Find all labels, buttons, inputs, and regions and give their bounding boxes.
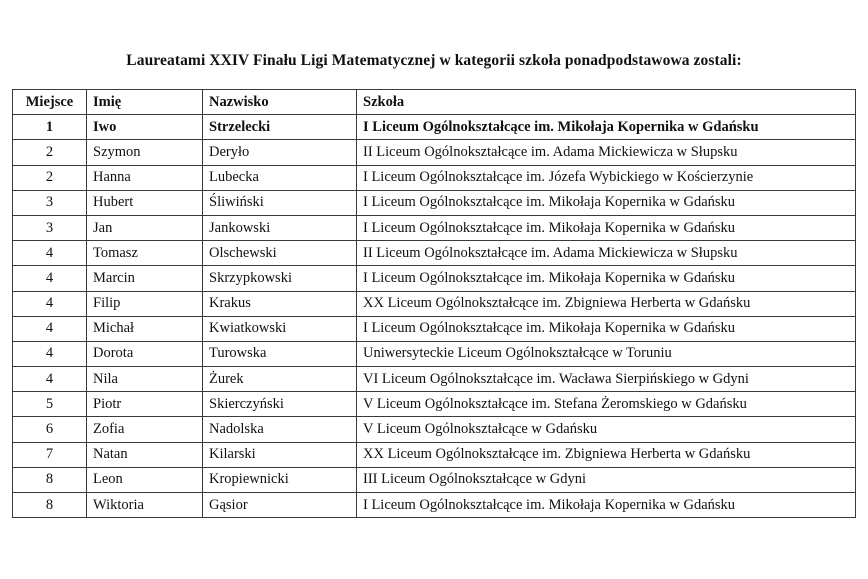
table-row (13, 367, 856, 392)
last-name-cell: Jankowski (203, 215, 357, 240)
first-name-cell: Filip (87, 291, 203, 316)
place-cell: 3 (13, 190, 87, 215)
last-name-cell: Żurek (203, 367, 357, 392)
place-cell: 4 (13, 291, 87, 316)
last-name-cell: Skierczyński (203, 392, 357, 417)
place-cell: 4 (13, 241, 87, 266)
header-place: Miejsce (13, 90, 87, 115)
first-name-cell: Jan (87, 215, 203, 240)
place-cell: 8 (13, 493, 87, 518)
table-row (13, 266, 856, 291)
header-first-name: Imię (87, 90, 203, 115)
first-name-cell: Iwo (87, 115, 203, 140)
laureates-table (12, 89, 856, 518)
first-name-cell: Leon (87, 467, 203, 492)
table-row (13, 442, 856, 467)
school-cell: V Liceum Ogólnokształcące w Gdańsku (357, 417, 856, 442)
school-cell: II Liceum Ogólnokształcące im. Adama Mickiewicza w Słupsku (357, 140, 856, 165)
table-row (13, 215, 856, 240)
header-last-name: Nazwisko (203, 90, 357, 115)
first-name-cell: Hanna (87, 165, 203, 190)
school-cell: I Liceum Ogólnokształcące im. Mikołaja Kopernika w Gdańsku (357, 493, 856, 518)
last-name-cell: Olschewski (203, 241, 357, 266)
table-row (13, 341, 856, 366)
last-name-cell: Kilarski (203, 442, 357, 467)
header-school: Szkoła (357, 90, 856, 115)
last-name-cell: Lubecka (203, 165, 357, 190)
last-name-cell: Gąsior (203, 493, 357, 518)
place-cell: 4 (13, 316, 87, 341)
last-name-cell: Kropiewnicki (203, 467, 357, 492)
first-name-cell: Marcin (87, 266, 203, 291)
place-cell: 5 (13, 392, 87, 417)
school-cell: VI Liceum Ogólnokształcące im. Wacława Sierpińskiego w Gdyni (357, 367, 856, 392)
table-row (13, 316, 856, 341)
school-cell: I Liceum Ogólnokształcące im. Mikołaja Kopernika w Gdańsku (357, 215, 856, 240)
last-name-cell: Strzelecki (203, 115, 357, 140)
place-cell: 2 (13, 165, 87, 190)
page-title: Laureatami XXIV Finału Ligi Matematycznej w kategorii szkoła ponadpodstawowa zostali: (126, 52, 742, 69)
school-cell: III Liceum Ogólnokształcące w Gdyni (357, 467, 856, 492)
first-name-cell: Hubert (87, 190, 203, 215)
school-cell: I Liceum Ogólnokształcące im. Mikołaja Kopernika w Gdańsku (357, 266, 856, 291)
place-cell: 2 (13, 140, 87, 165)
school-cell: V Liceum Ogólnokształcące im. Stefana Żeromskiego w Gdańsku (357, 392, 856, 417)
table-row (13, 467, 856, 492)
last-name-cell: Deryło (203, 140, 357, 165)
table-row (13, 165, 856, 190)
first-name-cell: Nila (87, 367, 203, 392)
place-cell: 4 (13, 266, 87, 291)
table-row (13, 115, 856, 140)
place-cell: 7 (13, 442, 87, 467)
first-name-cell: Tomasz (87, 241, 203, 266)
school-cell: XX Liceum Ogólnokształcące im. Zbigniewa Herberta w Gdańsku (357, 442, 856, 467)
school-cell: I Liceum Ogólnokształcące im. Mikołaja Kopernika w Gdańsku (357, 115, 856, 140)
last-name-cell: Turowska (203, 341, 357, 366)
first-name-cell: Michał (87, 316, 203, 341)
table-row (13, 392, 856, 417)
school-cell: I Liceum Ogólnokształcące im. Józefa Wybickiego w Kościerzynie (357, 165, 856, 190)
place-cell: 3 (13, 215, 87, 240)
place-cell: 8 (13, 467, 87, 492)
place-cell: 4 (13, 367, 87, 392)
last-name-cell: Kwiatkowski (203, 316, 357, 341)
last-name-cell: Śliwiński (203, 190, 357, 215)
table-row (13, 190, 856, 215)
school-cell: Uniwersyteckie Liceum Ogólnokształcące w Toruniu (357, 341, 856, 366)
table-row (13, 291, 856, 316)
table-row (13, 417, 856, 442)
first-name-cell: Piotr (87, 392, 203, 417)
place-cell: 1 (13, 115, 87, 140)
table-header-row (13, 90, 856, 115)
school-cell: I Liceum Ogólnokształcące im. Mikołaja Kopernika w Gdańsku (357, 316, 856, 341)
first-name-cell: Natan (87, 442, 203, 467)
last-name-cell: Nadolska (203, 417, 357, 442)
school-cell: II Liceum Ogólnokształcące im. Adama Mickiewicza w Słupsku (357, 241, 856, 266)
table-row (13, 140, 856, 165)
place-cell: 4 (13, 341, 87, 366)
first-name-cell: Szymon (87, 140, 203, 165)
last-name-cell: Krakus (203, 291, 357, 316)
place-cell: 6 (13, 417, 87, 442)
first-name-cell: Zofia (87, 417, 203, 442)
table-body (13, 115, 856, 518)
first-name-cell: Wiktoria (87, 493, 203, 518)
school-cell: XX Liceum Ogólnokształcące im. Zbigniewa Herberta w Gdańsku (357, 291, 856, 316)
table-row (13, 493, 856, 518)
last-name-cell: Skrzypkowski (203, 266, 357, 291)
table-row (13, 241, 856, 266)
first-name-cell: Dorota (87, 341, 203, 366)
school-cell: I Liceum Ogólnokształcące im. Mikołaja Kopernika w Gdańsku (357, 190, 856, 215)
